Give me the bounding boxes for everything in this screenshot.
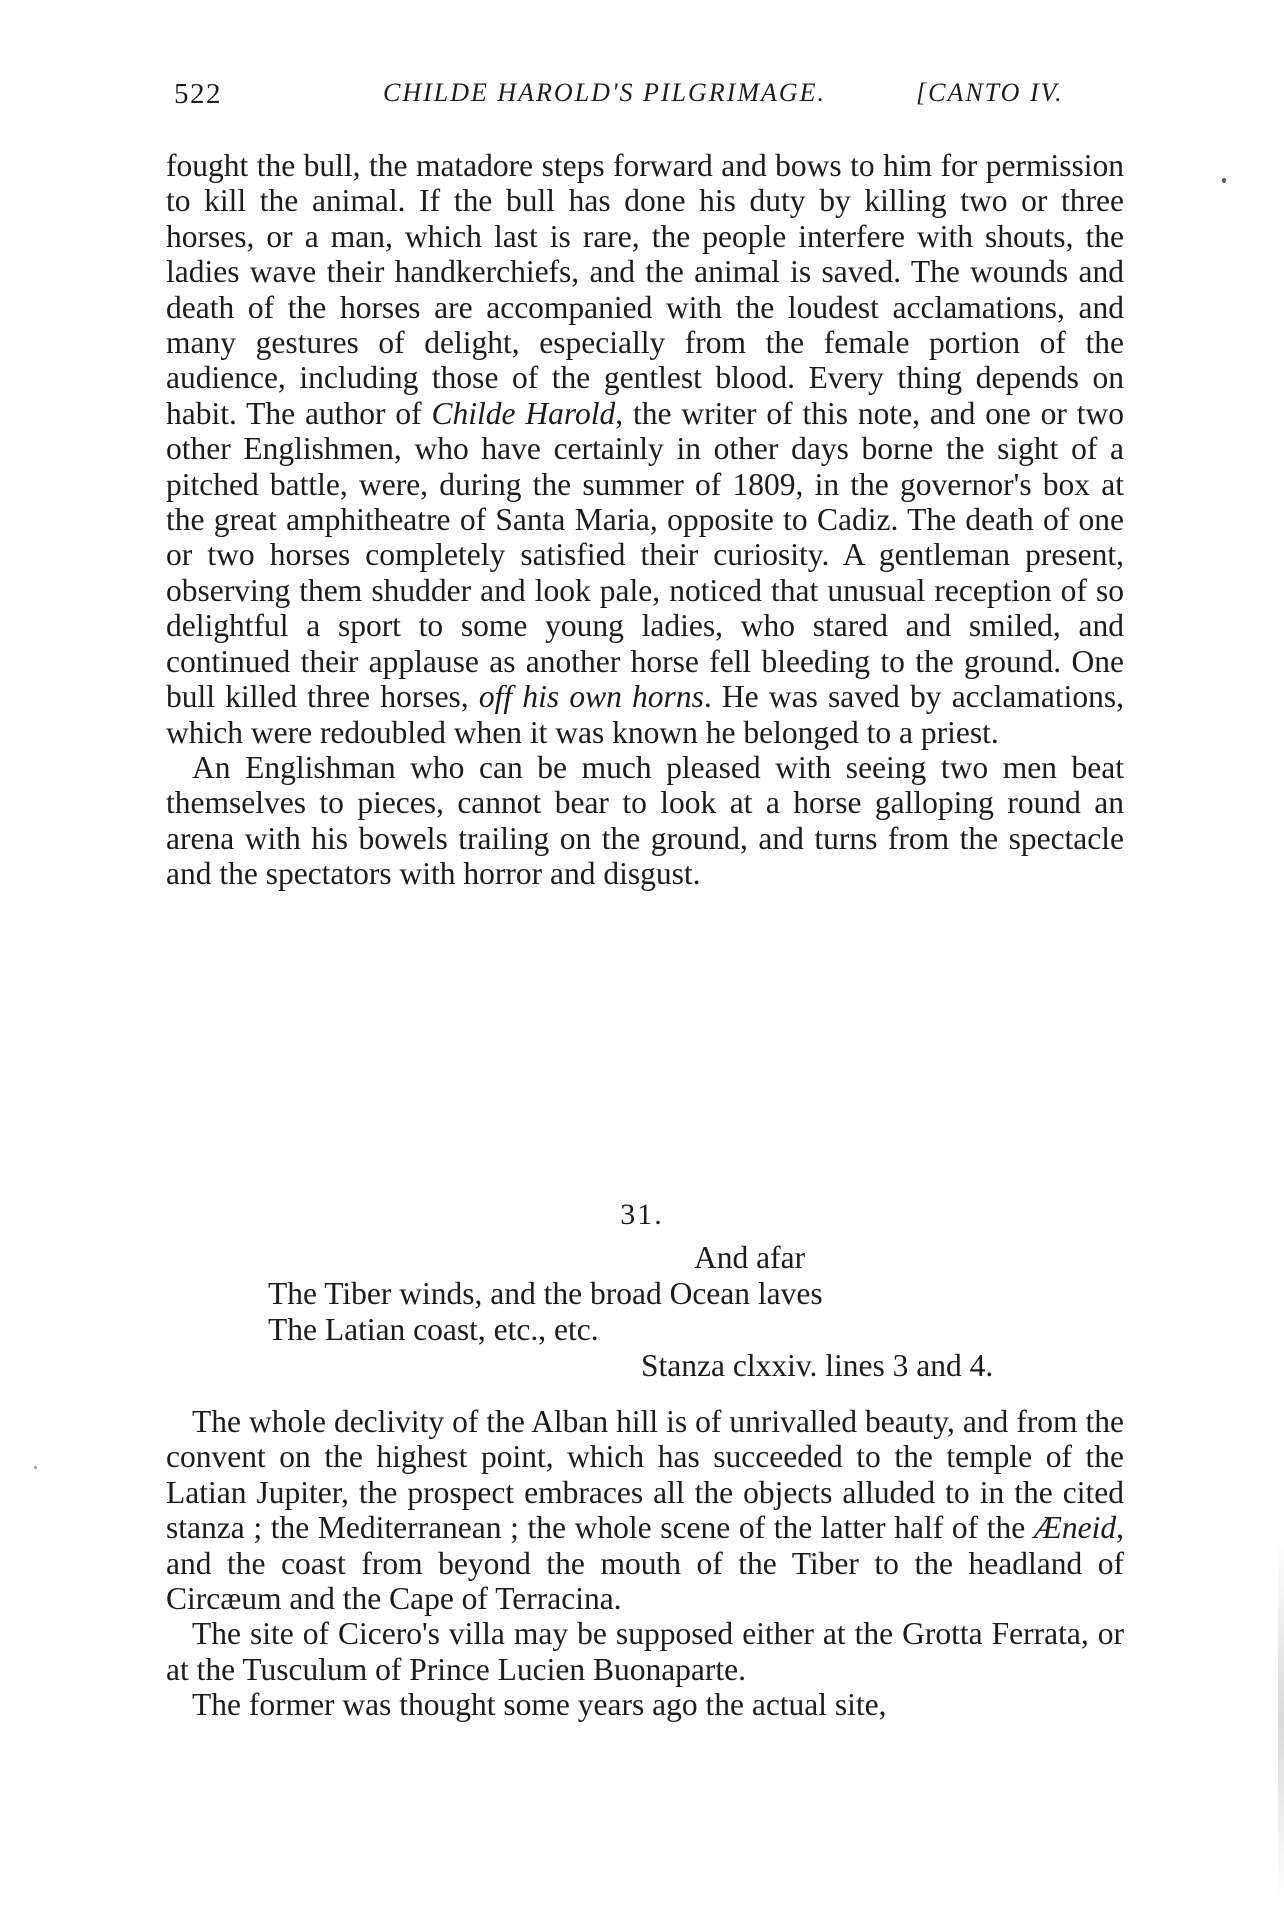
print-speck: [1222, 178, 1226, 183]
paragraph-englishman: An Englishman who can be much pleased with seeing two men beat themselves to pieces, cannot bear to look at a horse galloping round an arena with his bowels trailing on the ground, and turns from the spectacle and the spectators with horror and disgust.: [166, 749, 1124, 892]
stanza-reference: Stanza clxxiv. lines 3 and 4.: [641, 1348, 994, 1383]
canto-label: [CANTO IV.: [916, 78, 1064, 107]
verse-line-1: And afar: [694, 1240, 806, 1275]
note-number: 31.: [620, 1198, 664, 1231]
italic-title: Childe Harold: [431, 395, 616, 431]
paragraph-cicero-villa: The site of Cicero's villa may be supposed either at the Grotta Ferrata, or at the Tusculum of Prince Lucien Buonaparte.: [166, 1616, 1124, 1687]
running-head: [168, 78, 1126, 118]
paragraph-former-site: The former was thought some years ago the actual site,: [192, 1687, 887, 1723]
verse-line-2: The Tiber winds, and the broad Ocean laves: [268, 1276, 823, 1311]
print-speck: [34, 1466, 37, 1469]
italic-aeneid: Æneid: [1033, 1510, 1117, 1546]
note-31-body: [166, 1404, 1124, 1723]
note-30-continuation: [166, 148, 1124, 892]
page-number: 522: [174, 78, 222, 110]
paragraph-alban-hill: The whole declivity of the Alban hill is of unrivalled beauty, and from the convent on the highest point, which has succeeded to the temple of the Latian Jupiter, the prospect embraces all the objects alluded to in the cited stanza ; the Mediterranean ; the whole scene of the latter half of the Æneid, and the coast from beyond the mouth of the Tiber to the headland of Circæum and the Cape of Terracina.: [166, 1404, 1124, 1617]
running-title: CHILDE HAROLD'S PILGRIMAGE.: [383, 78, 827, 107]
page-edge-shadow: [1278, 1540, 1284, 1900]
paragraph-bullfight: fought the bull, the matadore steps forward and bows to him for permission to kill the animal. If the bull has done his duty by killing two or three horses, or a man, which last is rare, the people interfere with shouts, the ladies wave their handkerchiefs, and the animal is saved. The wounds and death of the horses are accompanied with the loudest acclamations, and many gestures of delight, especially from the female portion of the audience, including those of the gentlest blood. Every thing depends on habit. The author of Childe Harold, the writer of this note, and one or two other Englishmen, who have certainly in other days borne the sight of a pitched battle, were, during the summer of 1809, in the governor's box at the great amphitheatre of Santa Maria, opposite to Cadiz. The death of one or two horses completely satisfied their curiosity. A gentleman present, observing them shudder and look pale, noticed that unusual reception of so delightful a sport to some young ladies, who stared and smiled, and continued their applause as another horse fell bleeding to the ground. One bull killed three horses, off his own horns. He was saved by acclamations, which were redoubled when it was known he belonged to a priest.: [166, 148, 1124, 750]
verse-line-3: The Latian coast, etc., etc.: [268, 1312, 599, 1347]
italic-phrase: off his own horns: [478, 679, 704, 715]
